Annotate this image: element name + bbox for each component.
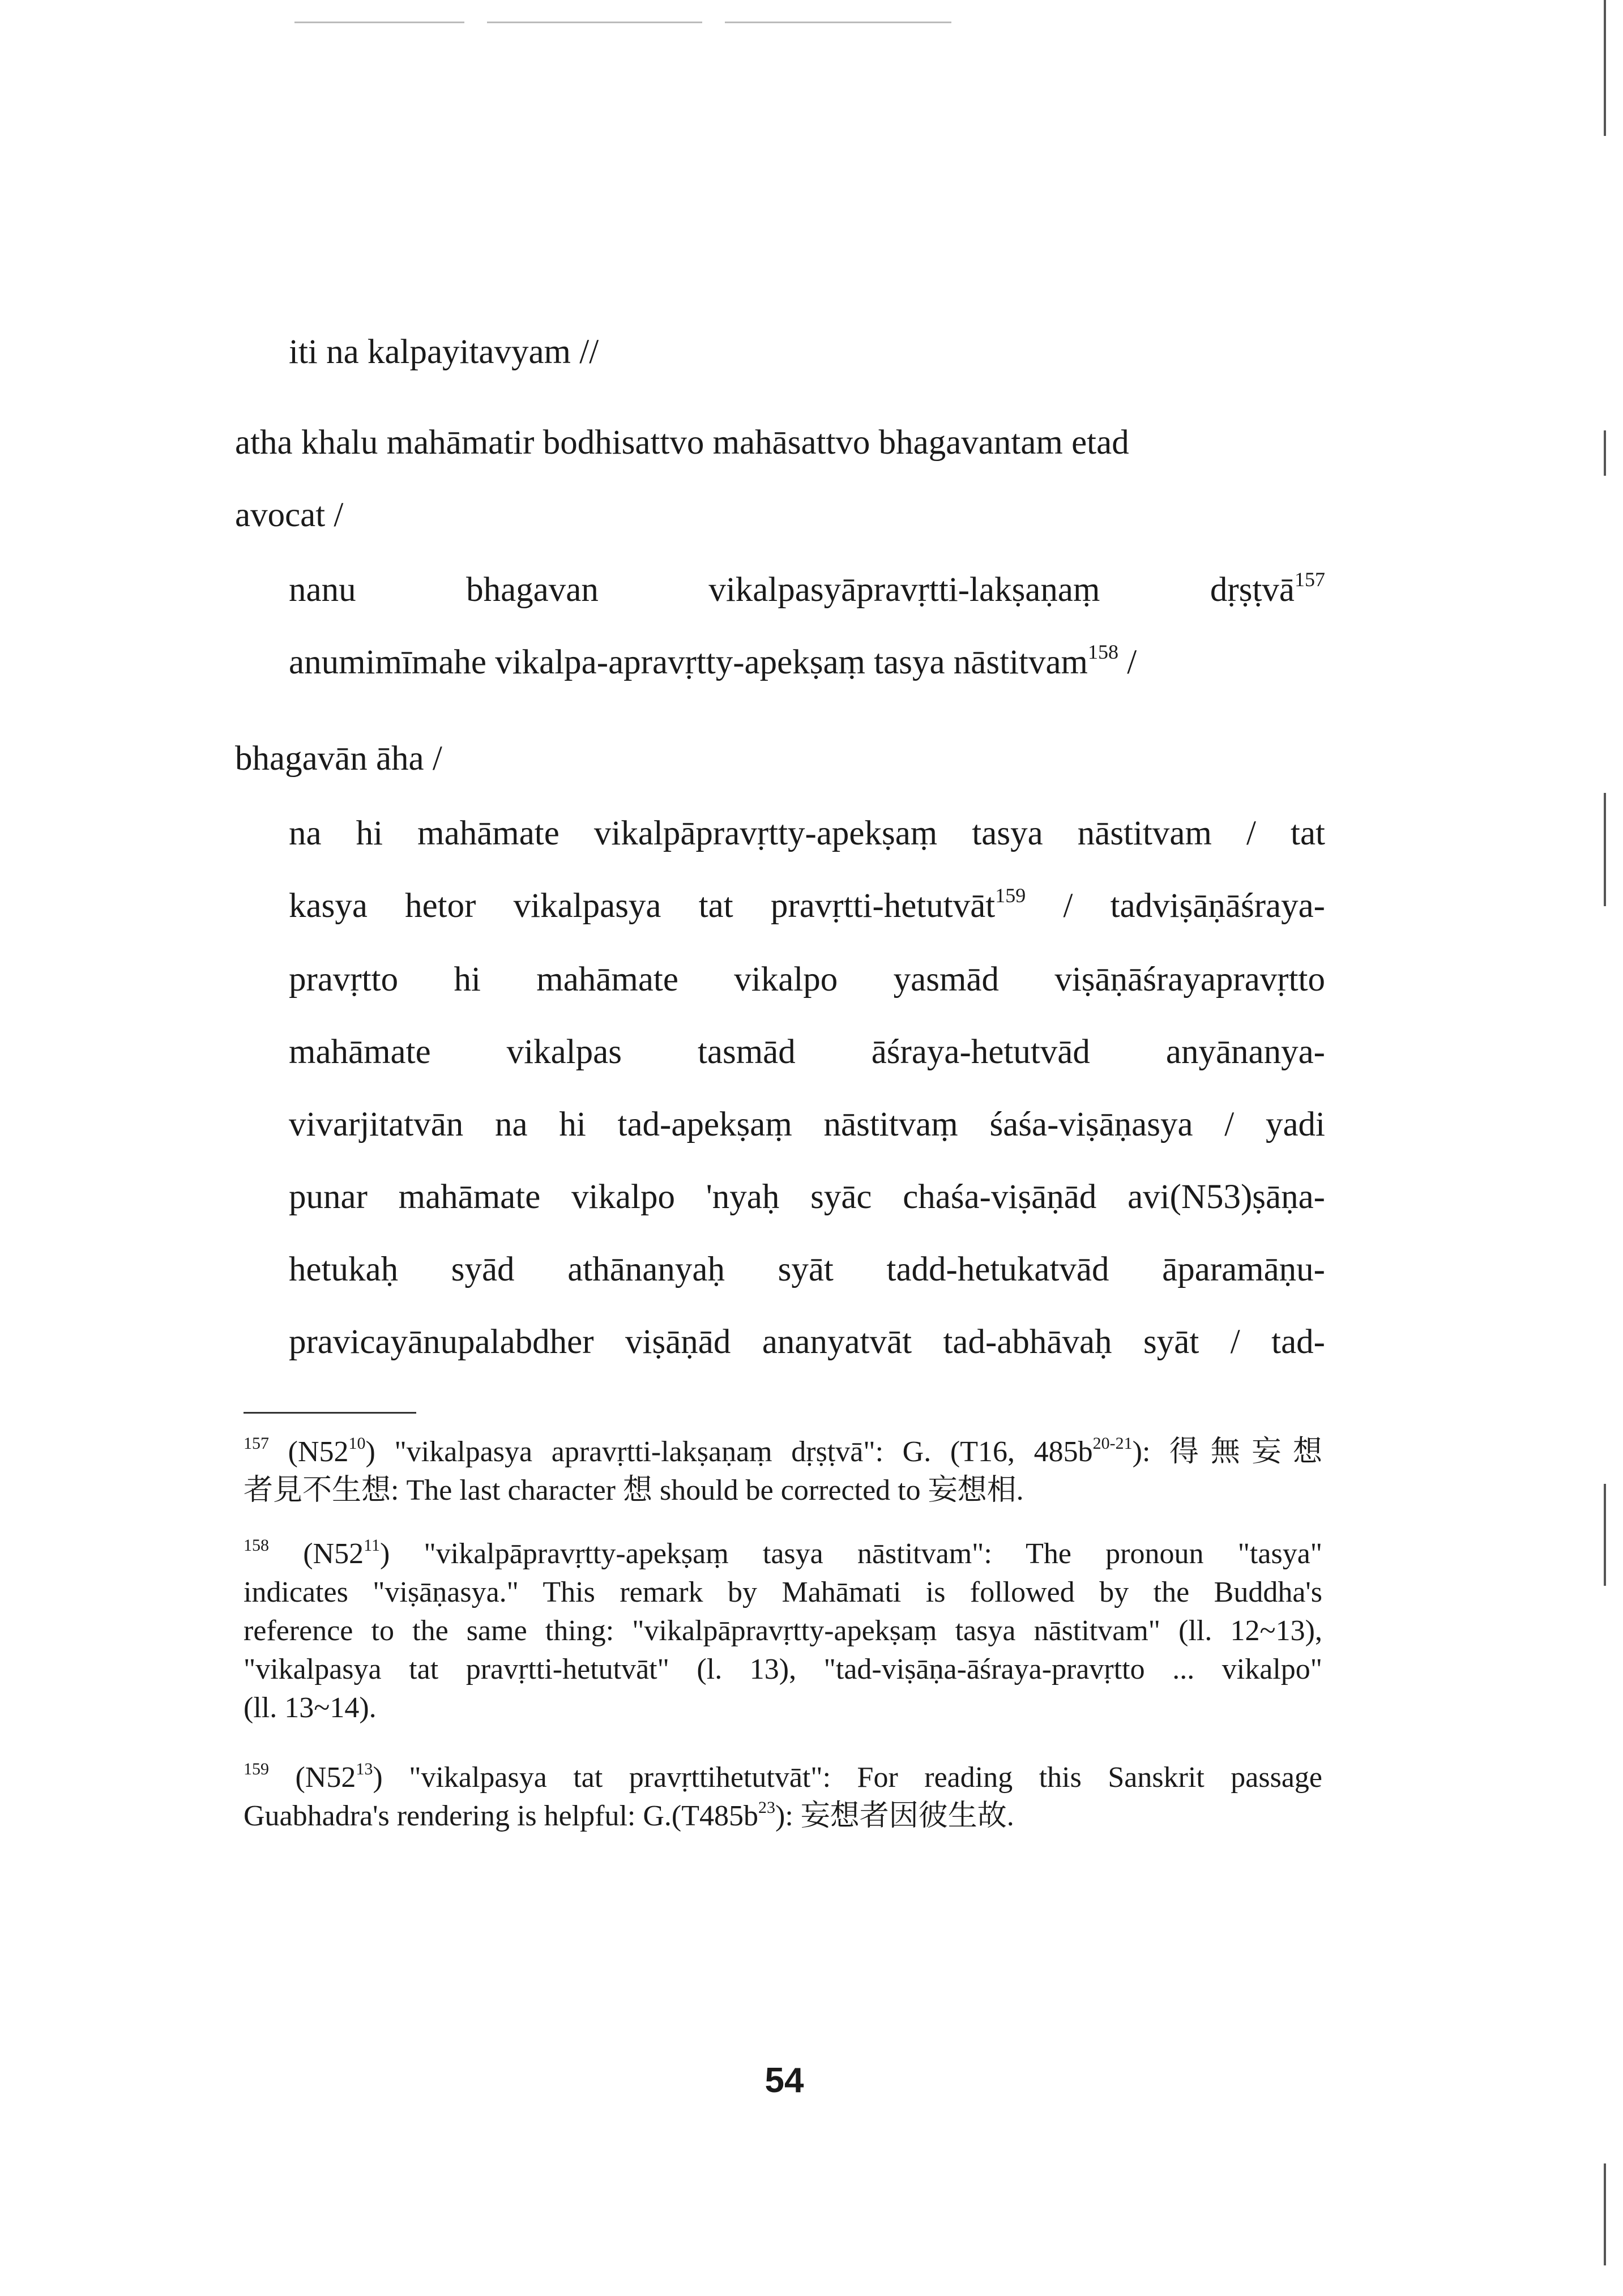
footnote-line: reference to the same thing: "vikalpāpravṛtty-apekṣaṃ tasya nāstitvam" (ll. 12~13), (244, 1615, 1322, 1647)
text-line: bhagavān āha / (235, 740, 442, 778)
footnote-line: (ll. 13~14). (244, 1692, 377, 1724)
scan-edge-shadow (1604, 2163, 1606, 2265)
footnote-line: indicates "viṣāṇasya." This remark by Mahāmati is followed by the Buddha's (244, 1576, 1322, 1608)
footnote-number: 157 (244, 1434, 269, 1453)
text-line: kasya hetor vikalpasya tat pravṛtti-hetutvāt$^{159}$ / tadviṣāṇāśraya- (289, 884, 1325, 925)
footnote-line: "vikalpasya tat pravṛtti-hetutvāt" (l. 13), "tad-viṣāṇa-āśraya-pravṛtto ... vikalpo" (244, 1653, 1322, 1685)
scan-edge-shadow (1604, 793, 1606, 906)
footnote-ref: 158 (1087, 641, 1118, 663)
text-line: vivarjitatvān na hi tad-apekṣaṃ nāstitvaṃ śaśa-viṣāṇasya / yadi (289, 1106, 1325, 1143)
text-line: iti na kalpayitavyam // (289, 333, 599, 371)
text-line: na hi mahāmate vikalpāpravṛtty-apekṣaṃ tasya nāstitvam / tat (289, 814, 1325, 852)
text-line: hetukaḥ syād athānanyaḥ syāt tadd-hetukatvād āparamāṇu- (289, 1251, 1325, 1288)
scan-edge-shadow (1604, 0, 1606, 136)
text-line: pravṛtto hi mahāmate vikalpo yasmād viṣāṇāśrayapravṛtto (289, 961, 1325, 998)
scan-artifact (294, 22, 464, 23)
footnote-separator (244, 1412, 416, 1414)
footnote-159 (244, 1759, 1322, 1836)
footnote-line: 者見不生想: The last character 想 should be corrected to 妄想相. (244, 1474, 1024, 1507)
text-line: pravicayānupalabdher viṣāṇād ananyatvāt tad-abhāvaḥ syāt / tad- (289, 1323, 1325, 1361)
text-line: avocat / (235, 496, 344, 534)
footnote-ref: 159 (995, 884, 1026, 907)
footnote-line: $^{158}$ $(N52^{11})$ "vikalpāpravṛtty-apekṣaṃ tasya nāstitvam": The pronoun "tasya" (244, 1536, 1323, 1570)
scan-artifact (487, 22, 702, 23)
footnote-158 (244, 1535, 1322, 1727)
text-line: anumimīmahe vikalpa-apravṛtty-apekṣaṃ tasya nāstitvam$^{158}$ / (289, 641, 1137, 681)
footnote-number: 159 (244, 1760, 269, 1778)
scan-edge-shadow (1604, 1484, 1606, 1586)
text-line: mahāmate vikalpas tasmād āśraya-hetutvād anyānanya- (289, 1033, 1325, 1071)
scan-artifact (725, 22, 951, 23)
footnote-ref: 157 (1295, 568, 1325, 591)
footnote-157 (244, 1433, 1322, 1510)
footnote-number: 158 (244, 1536, 269, 1555)
text-line: atha khalu mahāmatir bodhisattvo mahāsattvo bhagavantam etad (235, 424, 1129, 462)
page-number: 54 (764, 2061, 804, 2100)
footnote-line: Guabhadra's rendering is helpful: $G.(T485b^{23})$: 妄想者因彼生故. (244, 1798, 1014, 1832)
scan-edge-shadow (1604, 430, 1606, 476)
text-line: punar mahāmate vikalpo 'nyaḥ syāc chaśa-viṣāṇād avi(N53)ṣāṇa- (289, 1178, 1325, 1216)
footnote-line: $^{159}$ $(N52^{13})$ "vikalpasya tat pravṛttihetutvāt": For reading this Sanskrit passage (244, 1760, 1323, 1794)
footnote-line: $^{157}$ $(N52^{10})$ "vikalpasya apravṛtti-lakṣaṇaṃ dṛṣṭvā": G. (T16, $485b^{20-21}$): 得無妄想 (244, 1434, 1323, 1468)
text-line: nanu bhagavan vikalpasyāpravṛtti-lakṣaṇaṃ dṛṣṭvā$^{157}$ (289, 568, 1325, 609)
